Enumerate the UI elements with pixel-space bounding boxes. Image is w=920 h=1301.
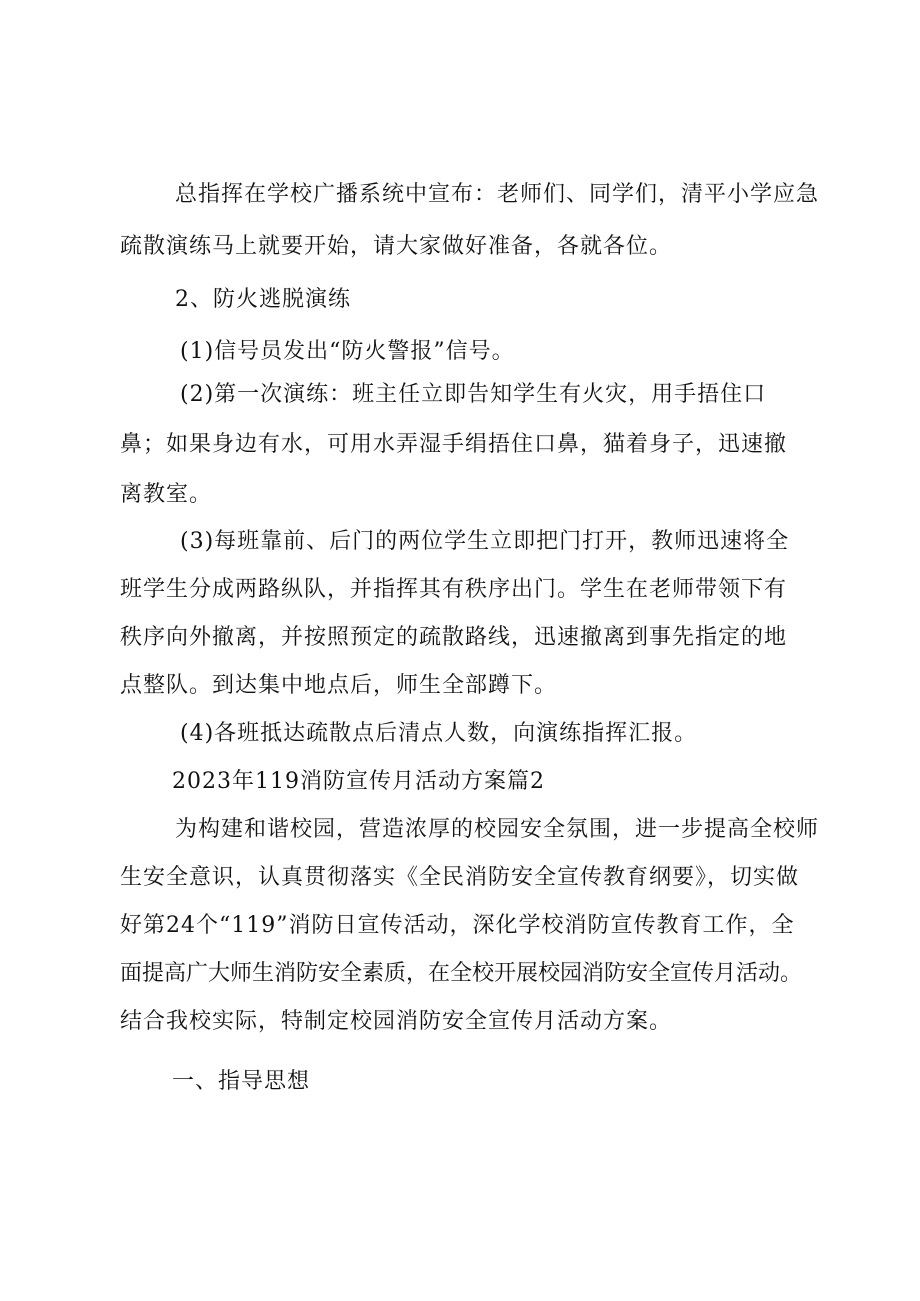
text-line: 疏散演练马上就要开始，请大家做好准备，各就各位。 bbox=[120, 234, 673, 259]
text-line: (2)第一次演练：班主任立即告知学生有火灾，用手捂住口 bbox=[180, 382, 767, 407]
section-heading: 一、指导思想 bbox=[172, 1069, 311, 1094]
text-line: 班学生分成两路纵队，并指挥其有秩序出门。学生在老师带领下有 bbox=[120, 577, 788, 602]
document-subtitle: 2023年119消防宣传月活动方案篇2 bbox=[172, 769, 545, 794]
text-line: (4)各班抵达疏散点后清点人数，向演练指挥汇报。 bbox=[180, 721, 698, 746]
text-line: 为构建和谐校园，营造浓厚的校园安全氛围，进一步提高全校师 bbox=[175, 817, 820, 842]
text-line: 好第24个“119”消防日宣传活动，深化学校消防宣传教育工作，全 bbox=[120, 913, 795, 938]
section-heading: 2、防火逃脱演练 bbox=[175, 287, 351, 312]
text-line: 结合我校实际，特制定校园消防安全宣传月活动方案。 bbox=[120, 1009, 673, 1034]
text-line: 秩序向外撤离，并按照预定的疏散路线，迅速撤离到事先指定的地 bbox=[120, 625, 788, 650]
text-line: 面提高广大师生消防安全素质，在全校开展校园消防安全宣传月活动。 bbox=[120, 961, 803, 986]
text-line: 生安全意识，认真贯彻落实《全民消防安全宣传教育纲要》，切实做 bbox=[120, 865, 800, 890]
text-line: (1)信号员发出“防火警报”信号。 bbox=[180, 339, 515, 364]
text-line: (3)每班靠前、后门的两位学生立即把门打开，教师迅速将全 bbox=[180, 529, 790, 554]
text-line: 点整队。到达集中地点后，师生全部蹲下。 bbox=[120, 673, 558, 698]
text-line: 总指挥在学校广播系统中宣布：老师们、同学们，清平小学应急 bbox=[175, 182, 820, 207]
text-line: 鼻；如果身边有水，可用水弄湿手绢捂住口鼻，猫着身子，迅速撤 bbox=[120, 432, 788, 457]
text-line: 离教室。 bbox=[120, 482, 213, 507]
